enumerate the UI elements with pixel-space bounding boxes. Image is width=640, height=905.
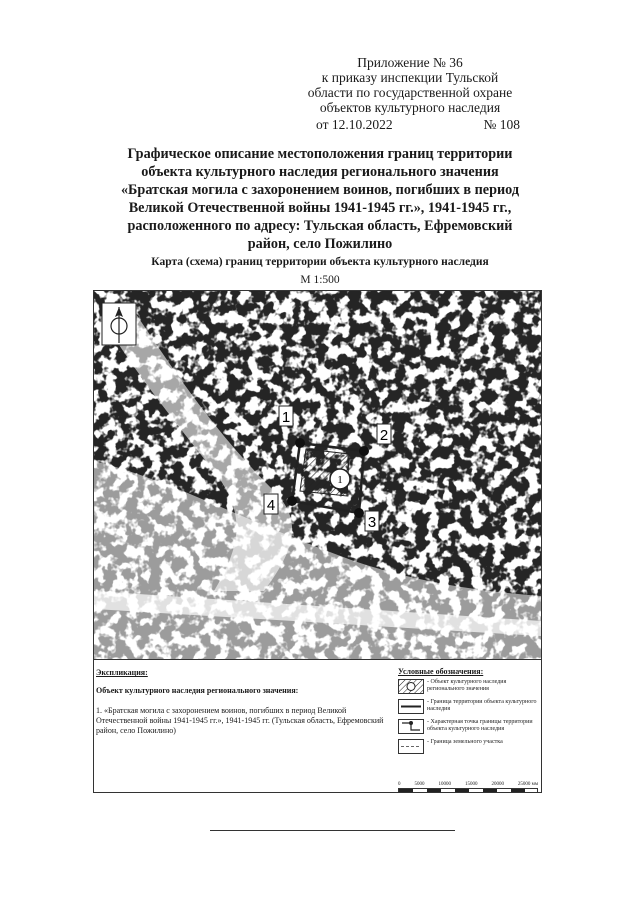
title-line-2: объекта культурного наследия регионального значения bbox=[141, 164, 499, 180]
legend bbox=[398, 668, 538, 759]
scale-tick: 20000 bbox=[491, 782, 504, 787]
scale-bar-graphic bbox=[398, 788, 538, 793]
map-frame bbox=[93, 290, 542, 660]
boundary-point-1 bbox=[295, 438, 305, 448]
annex-date-line bbox=[290, 117, 530, 132]
point-label-2: 2 bbox=[379, 427, 389, 444]
scale-tick: 5000 bbox=[414, 782, 425, 787]
scale-tick: 15000 bbox=[464, 782, 478, 787]
scale-tick: 10000 bbox=[438, 782, 451, 787]
scale-bar bbox=[398, 782, 538, 793]
legend-row bbox=[398, 699, 538, 714]
annex-line-2: к приказу инспекции Тульской bbox=[321, 70, 499, 85]
boundary-line-icon bbox=[398, 699, 424, 714]
boundary-point-2 bbox=[359, 446, 369, 456]
point-label-4: 4 bbox=[266, 497, 276, 514]
legend-row bbox=[398, 679, 538, 694]
map-scale: М 1:500 bbox=[300, 274, 340, 286]
scale-bar-ticks bbox=[398, 782, 538, 787]
document-title bbox=[80, 145, 560, 253]
point-icon bbox=[398, 719, 424, 734]
annex-line-3: области по государственной охране bbox=[307, 85, 513, 100]
annex-line-4: объектов культурного наследия bbox=[319, 100, 501, 115]
legend-label: - Граница земельного участка bbox=[427, 739, 503, 745]
object-marker-label: 1 bbox=[337, 474, 343, 486]
title-line-1: Графическое описание местоположения границ территории bbox=[127, 146, 513, 162]
legend-row bbox=[398, 739, 538, 754]
legend-label: - Объект культурного наследия регионального значения bbox=[427, 679, 507, 692]
annex-line-1: Приложение № 36 bbox=[357, 55, 463, 70]
title-line-4: Великой Отечественной войны 1941-1945 гг.», 1941-1945 гг., bbox=[128, 200, 512, 216]
north-arrow-icon bbox=[102, 303, 136, 345]
point-label-1: 1 bbox=[281, 409, 291, 426]
annex-block bbox=[290, 55, 530, 132]
explication bbox=[96, 668, 386, 736]
boundary-point-4 bbox=[287, 496, 297, 506]
annex-date: от 12.10.2022 bbox=[316, 117, 393, 132]
title-line-3: «Братская могила с захоронением воинов, погибших в период bbox=[120, 182, 520, 198]
legend-header: Условные обозначения: bbox=[398, 667, 484, 676]
title-line-5: расположенного по адресу: Тульская область, Ефремовский bbox=[127, 218, 513, 234]
scale-tick: 0 bbox=[398, 782, 401, 787]
explication-item: 1. «Братская могила с захоронением воинов, погибших в период Великой Отечественной войны 1941-1945 гг.», 1941-1945 гг. (Тульская область, Ефремовский район, село Пожилино) bbox=[96, 706, 384, 735]
scale-tick: 25000 мм bbox=[517, 782, 538, 787]
aerial-map bbox=[94, 291, 541, 659]
title-line-6: район, село Пожилино bbox=[247, 236, 393, 252]
annex-number: № 108 bbox=[483, 117, 520, 132]
bottom-divider bbox=[210, 830, 455, 831]
parcel-line-icon bbox=[398, 739, 424, 754]
boundary-point-3 bbox=[354, 508, 364, 518]
map-caption: Карта (схема) границ территории объекта культурного наследия bbox=[151, 256, 489, 268]
explication-header: Экспликация: bbox=[96, 668, 148, 677]
legend-label: - Граница территории объекта культурного наследия bbox=[427, 699, 537, 712]
legend-label: - Характерная точка границы территории объекта культурного наследия bbox=[427, 719, 533, 732]
explication-subheader: Объект культурного наследия регионального значения: bbox=[96, 686, 299, 695]
hatched-object-icon bbox=[398, 679, 424, 694]
legend-row bbox=[398, 719, 538, 734]
point-label-3: 3 bbox=[367, 514, 377, 531]
